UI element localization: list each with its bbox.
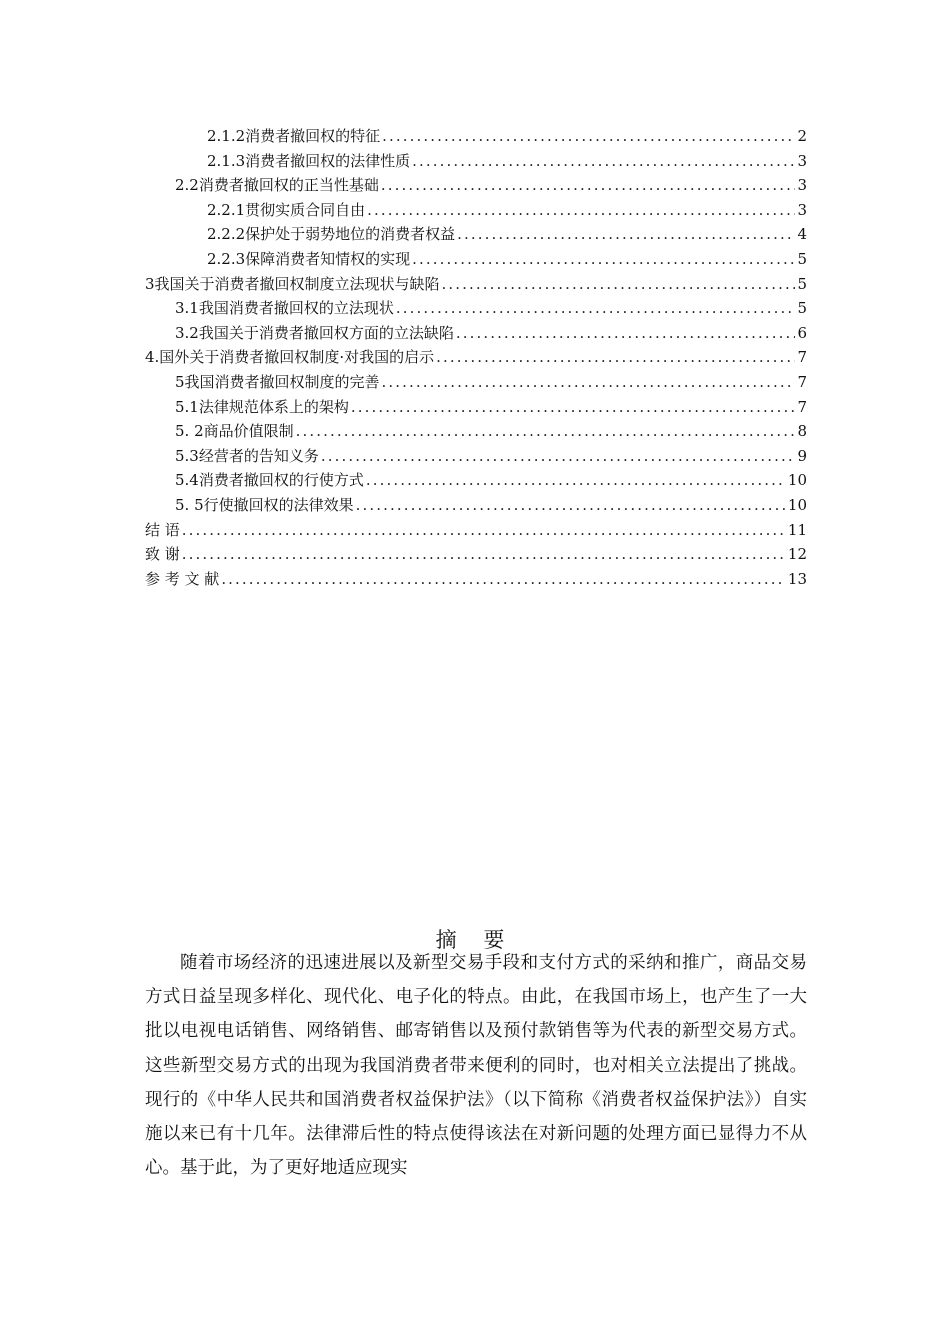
toc-entry-page-number: 6 <box>797 323 807 342</box>
toc-entry-title: 3.2我国关于消费者撤回权方面的立法缺陷 <box>175 323 454 342</box>
toc-entry-page-number: 10 <box>787 471 807 490</box>
toc-entry-page-number: 5 <box>797 299 807 318</box>
toc-entry[interactable] <box>145 124 807 149</box>
toc-entry-title: 参 考 文 献 <box>145 569 220 588</box>
toc-entry[interactable] <box>145 296 807 321</box>
abstract-heading: 摘 要 <box>435 928 515 952</box>
toc-entry-title: 结 语 <box>145 520 180 539</box>
toc-entry-page-number: 7 <box>797 397 807 416</box>
toc-entry-title: 5.4消费者撤回权的行使方式 <box>175 471 364 490</box>
toc-entry[interactable] <box>145 567 807 592</box>
toc-dot-leader <box>412 149 795 174</box>
toc-dot-leader <box>382 124 795 149</box>
toc-entry-page-number: 5 <box>797 274 807 293</box>
toc-entry[interactable] <box>145 321 807 346</box>
toc-entry[interactable] <box>145 542 807 567</box>
toc-entry[interactable] <box>145 272 807 297</box>
toc-entry-page-number: 8 <box>797 422 807 441</box>
toc-entry-title: 2.2.3保障消费者知情权的实现 <box>207 249 411 268</box>
toc-entry-title: 5我国消费者撤回权制度的完善 <box>175 372 380 391</box>
toc-entry-title: 5.1法律规范体系上的架构 <box>175 397 349 416</box>
toc-dot-leader <box>182 542 786 567</box>
toc-entry[interactable] <box>145 149 807 174</box>
toc-entry-page-number: 13 <box>787 569 807 588</box>
toc-dot-leader <box>396 296 796 321</box>
toc-entry-title: 3我国关于消费者撤回权制度立法现状与缺陷 <box>145 274 440 293</box>
toc-dot-leader <box>382 370 796 395</box>
toc-entry[interactable] <box>145 345 807 370</box>
abstract-paragraph: 随着市场经济的迅速进展以及新型交易手段和支付方式的采纳和推广，商品交易方式日益呈现多样化、现代化、电子化的特点。由此，在我国市场上，也产生了一大批以电视电话销售、网络销售、邮寄销售以及预付款销售等为代表的新型交易方式。这些新型交易方式的出现为我国消费者带来便利的同时，也对相关立法提出了挑战。现行的《中华人民共和国消费者权益保护法》（以下简称《消费者权益保护法》）自实施以来已有十几年。法律滞后性的特点使得该法在对新问题的处理方面已显得力不从心。基于此，为了更好地适应现实 <box>145 953 807 1179</box>
toc-entry-page-number: 11 <box>787 520 807 539</box>
toc-dot-leader <box>367 198 795 223</box>
toc-entry-title: 2.1.2消费者撤回权的特征 <box>207 127 381 145</box>
toc-dot-leader <box>412 247 795 272</box>
toc-entry[interactable] <box>145 419 807 444</box>
toc-entry[interactable] <box>145 222 807 247</box>
toc-entry-page-number: 12 <box>787 545 807 564</box>
toc-entry-page-number: 7 <box>797 348 807 367</box>
toc-dot-leader <box>351 395 796 420</box>
toc-entry-title: 5. 5行使撤回权的法律效果 <box>175 495 354 514</box>
toc-dot-leader <box>366 468 786 493</box>
toc-entry[interactable] <box>145 468 807 493</box>
toc-entry[interactable] <box>145 493 807 518</box>
toc-entry-title: 致 谢 <box>145 545 180 564</box>
toc-dot-leader <box>182 518 786 543</box>
toc-entry-page-number: 4 <box>797 225 807 244</box>
toc-entry[interactable] <box>145 395 807 420</box>
toc-entry-title: 5. 2商品价值限制 <box>175 422 294 441</box>
toc-entry-page-number: 3 <box>797 176 807 195</box>
toc-entry-page-number: 10 <box>787 495 807 514</box>
toc-entry-title: 2.2.1贯彻实质合同自由 <box>207 200 366 219</box>
toc-entry[interactable] <box>145 198 807 223</box>
toc-entry-page-number: 9 <box>797 446 807 465</box>
toc-entry[interactable] <box>145 444 807 469</box>
toc-entry-page-number: 3 <box>797 151 807 170</box>
toc-dot-leader <box>381 173 796 198</box>
toc-entry-title: 5.3经营者的告知义务 <box>175 446 319 465</box>
table-of-contents <box>145 124 807 591</box>
toc-entry-page-number: 5 <box>797 249 807 268</box>
toc-entry-page-number: 3 <box>797 200 807 219</box>
toc-entry[interactable] <box>145 518 807 543</box>
toc-dot-leader <box>442 272 796 297</box>
toc-dot-leader <box>321 444 796 469</box>
toc-entry-title: 2.2消费者撤回权的正当性基础 <box>175 176 379 195</box>
toc-entry[interactable] <box>145 370 807 395</box>
toc-entry-title: 2.1.3消费者撤回权的法律性质 <box>207 151 411 170</box>
toc-entry-title: 3.1我国消费者撤回权的立法现状 <box>175 299 394 318</box>
toc-dot-leader <box>436 345 795 370</box>
toc-dot-leader <box>221 567 786 592</box>
toc-entry[interactable] <box>145 173 807 198</box>
toc-dot-leader <box>457 222 795 247</box>
toc-entry-page-number: 7 <box>797 372 807 391</box>
toc-dot-leader <box>296 419 796 444</box>
toc-dot-leader <box>456 321 796 346</box>
toc-entry-page-number: 2 <box>797 127 807 145</box>
toc-entry[interactable] <box>145 247 807 272</box>
toc-dot-leader <box>356 493 786 518</box>
toc-entry-title: 4.国外关于消费者撤回权制度·对我国的启示 <box>145 348 435 367</box>
toc-entry-title: 2.2.2保护处于弱势地位的消费者权益 <box>207 225 456 244</box>
